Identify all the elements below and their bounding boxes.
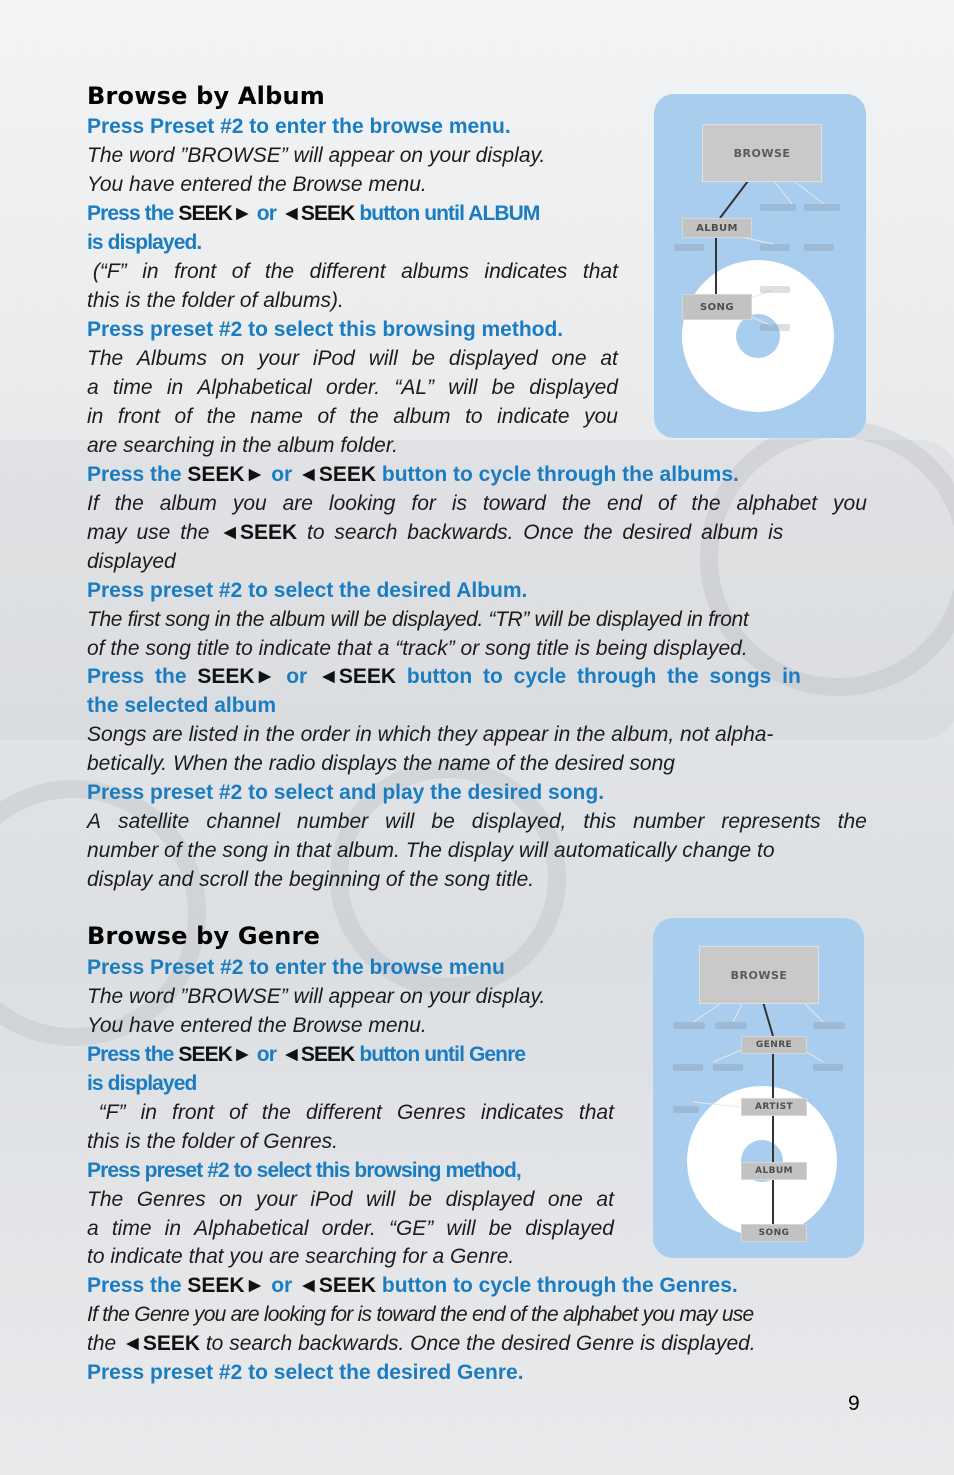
- song-node: SONG: [741, 1224, 807, 1242]
- word: to: [465, 405, 483, 428]
- word: you: [584, 405, 618, 428]
- browse-label: BROWSE: [699, 946, 819, 1004]
- word: will: [446, 1217, 476, 1240]
- word: Albums: [137, 347, 208, 370]
- word: name: [250, 405, 303, 428]
- word: indicate: [497, 405, 570, 428]
- word: you: [232, 492, 267, 515]
- page-number: 9: [848, 1392, 860, 1415]
- word: on: [220, 347, 245, 370]
- word: is: [451, 492, 467, 515]
- word: on: [219, 1188, 243, 1211]
- album-text: displayed: [87, 550, 176, 573]
- word: toward: [482, 492, 546, 515]
- genre-step-seek-genre-cont: is displayed: [87, 1072, 197, 1095]
- word: be: [491, 376, 515, 399]
- ghost-label: [673, 1106, 699, 1113]
- ghost-label: [715, 1022, 747, 1029]
- word: front: [117, 405, 160, 428]
- word: be: [411, 347, 436, 370]
- word: the: [206, 405, 236, 428]
- word: number: [296, 810, 369, 833]
- album-node: ALBUM: [682, 218, 752, 238]
- album-text: are searching in the album folder.: [87, 434, 398, 457]
- word: Alphabetical: [197, 376, 312, 399]
- artist-node: ARTIST: [741, 1098, 807, 1116]
- word: front: [172, 1101, 215, 1124]
- word: in: [87, 405, 104, 428]
- album-step-select-method: Press preset #2 to select this browsing method.: [87, 318, 564, 341]
- genre-text-justified: [87, 1185, 614, 1214]
- ghost-label: [674, 244, 704, 251]
- genre-text: to indicate that you are searching for a Genre.: [87, 1245, 515, 1268]
- word: Genres: [136, 1188, 206, 1211]
- word: represents: [721, 810, 821, 833]
- word: Alphabetical: [194, 1217, 309, 1240]
- word: displayed: [448, 347, 538, 370]
- word: be: [431, 810, 455, 833]
- album-text-justified: [87, 402, 618, 431]
- ghost-label: [804, 244, 834, 251]
- ghost-label: [760, 204, 796, 211]
- word: in: [166, 376, 184, 399]
- album-step-cycle-songs-cont: the selected album: [87, 694, 277, 717]
- word: at: [600, 347, 618, 370]
- word: will: [385, 810, 415, 833]
- word: that: [578, 1101, 614, 1124]
- word: the: [691, 492, 721, 515]
- word: iPod: [310, 1188, 353, 1211]
- album-text: display and scroll the beginning of the song title.: [87, 868, 535, 891]
- genre-text: If the Genre you are looking for is toward the end of the alphabet you may use: [87, 1303, 754, 1326]
- word: be: [408, 1188, 433, 1211]
- word: alphabet: [736, 492, 818, 515]
- word: one: [547, 1188, 583, 1211]
- word: of: [317, 405, 335, 428]
- word: different: [305, 1101, 382, 1124]
- word: displayed: [529, 376, 618, 399]
- word: indicates: [480, 1101, 564, 1124]
- browse-label: BROWSE: [702, 124, 822, 182]
- word: be: [488, 1217, 513, 1240]
- album-step-seek-album: Press the SEEK► or ◄SEEK button until ALBUM: [87, 202, 540, 225]
- album-text: Songs are listed in the order in which they appear in the album, not alpha-: [87, 723, 774, 746]
- word: the: [349, 405, 379, 428]
- word: album: [393, 405, 451, 428]
- genre-step-select-method: Press preset #2 to select this browsing method,: [87, 1159, 521, 1182]
- word: your: [258, 347, 299, 370]
- ghost-label: [813, 1022, 845, 1029]
- album-step-enter-browse: Press Preset #2 to enter the browse menu.: [87, 115, 511, 138]
- album-text: of the song title to indicate that a “track” or song title is being displayed.: [87, 637, 748, 660]
- word: different: [309, 260, 386, 283]
- ghost-label: [804, 204, 840, 211]
- word: The: [87, 347, 124, 370]
- word: one: [551, 347, 587, 370]
- word: If: [87, 492, 99, 515]
- album-text-justified: [87, 807, 867, 836]
- word: of: [174, 405, 193, 428]
- word: will: [365, 1188, 396, 1211]
- word: you: [833, 492, 867, 515]
- album-step-cycle-albums: Press the SEEK► or ◄SEEK button to cycle through the albums.: [87, 463, 739, 486]
- word: will: [368, 347, 398, 370]
- album-text: The word ”BROWSE” will appear on your display.: [87, 144, 546, 167]
- album-text: The first song in the album will be displayed. “TR” will be displayed in front: [87, 608, 749, 631]
- word: for: [411, 492, 436, 515]
- album-step-seek-album-cont: is displayed.: [87, 231, 202, 254]
- word: front: [174, 260, 217, 283]
- word: displayed: [525, 1217, 614, 1240]
- ghost-label: [760, 286, 790, 293]
- word: the: [561, 492, 592, 515]
- genre-node: GENRE: [741, 1036, 807, 1054]
- genre-text: You have entered the Browse menu.: [87, 1014, 427, 1037]
- album-text: may use the ◄SEEK to search backwards. Once the desired album is: [87, 521, 784, 544]
- album-node: ALBUM: [741, 1162, 807, 1180]
- album-text-justified: [87, 373, 618, 402]
- word: (“F”: [87, 260, 127, 283]
- song-node: SONG: [682, 294, 752, 320]
- word: “F”: [87, 1101, 126, 1124]
- word: “GE”: [388, 1217, 434, 1240]
- ipod-diagram-genre: [653, 918, 864, 1258]
- album-step-select-album: Press preset #2 to select the desired Album.: [87, 579, 528, 602]
- word: of: [229, 1101, 247, 1124]
- word: a: [87, 376, 99, 399]
- word: number: [633, 810, 705, 833]
- word: the: [114, 492, 144, 515]
- word: The: [87, 1188, 124, 1211]
- album-text: betically. When the radio displays the name of the desired song: [87, 752, 675, 775]
- genre-step-cycle-genres: Press the SEEK► or ◄SEEK button to cycle through the Genres.: [87, 1274, 738, 1297]
- word: albums: [401, 260, 469, 283]
- word: album: [159, 492, 217, 515]
- word: the: [837, 810, 867, 833]
- word: order.: [321, 1217, 376, 1240]
- genre-step-select-genre: Press preset #2 to select the desired Genre.: [87, 1361, 524, 1384]
- ghost-label: [673, 1022, 705, 1029]
- album-step-cycle-songs: Press the SEEK► or ◄SEEK button to cycle through the songs in: [87, 665, 801, 688]
- word: iPod: [312, 347, 355, 370]
- word: are: [282, 492, 313, 515]
- word: that: [582, 260, 618, 283]
- genre-step-seek-genre: Press the SEEK► or ◄SEEK button until Genre: [87, 1043, 526, 1066]
- genre-text: The word ”BROWSE” will appear on your display.: [87, 985, 546, 1008]
- word: your: [256, 1188, 297, 1211]
- section-title-album: Browse by Album: [87, 82, 325, 110]
- word: satellite: [118, 810, 190, 833]
- genre-text-justified: [87, 1214, 614, 1243]
- album-text: number of the song in that album. The display will automatically change to: [87, 839, 775, 862]
- genre-text: this is the folder of Genres.: [87, 1130, 338, 1153]
- word: a: [87, 1217, 99, 1240]
- word: looking: [328, 492, 396, 515]
- word: in: [140, 1101, 157, 1124]
- album-text-justified: [87, 489, 867, 518]
- album-step-play-song: Press preset #2 to select and play the desired song.: [87, 781, 605, 804]
- word: this: [583, 810, 617, 833]
- word: in: [164, 1217, 182, 1240]
- word: “AL”: [394, 376, 435, 399]
- word: displayed: [445, 1188, 535, 1211]
- word: will: [448, 376, 478, 399]
- word: at: [596, 1188, 614, 1211]
- word: time: [111, 1217, 152, 1240]
- word: end: [607, 492, 643, 515]
- word: the: [261, 1101, 291, 1124]
- word: displayed,: [471, 810, 567, 833]
- ghost-label: [813, 1064, 843, 1071]
- word: Genres: [396, 1101, 466, 1124]
- album-text-justified: [87, 257, 618, 286]
- album-text-justified: [87, 344, 618, 373]
- ghost-label: [760, 244, 790, 251]
- ghost-label: [713, 1064, 743, 1071]
- album-text: this is the folder of albums).: [87, 289, 344, 312]
- genre-text: the ◄SEEK to search backwards. Once the desired Genre is displayed.: [87, 1332, 756, 1355]
- section-title-genre: Browse by Genre: [87, 922, 321, 950]
- genre-step-enter-browse: Press Preset #2 to enter the browse menu: [87, 956, 505, 979]
- word: of: [657, 492, 676, 515]
- genre-text-justified: [87, 1098, 614, 1127]
- ghost-label: [760, 324, 790, 331]
- word: order.: [326, 376, 381, 399]
- word: indicates: [484, 260, 568, 283]
- word: in: [142, 260, 159, 283]
- ghost-label: [673, 1064, 703, 1071]
- word: time: [112, 376, 153, 399]
- ipod-diagram-album: [654, 94, 866, 438]
- album-text: You have entered the Browse menu.: [87, 173, 427, 196]
- word: of: [231, 260, 250, 283]
- word: A: [87, 810, 102, 833]
- word: the: [264, 260, 295, 283]
- word: channel: [206, 810, 280, 833]
